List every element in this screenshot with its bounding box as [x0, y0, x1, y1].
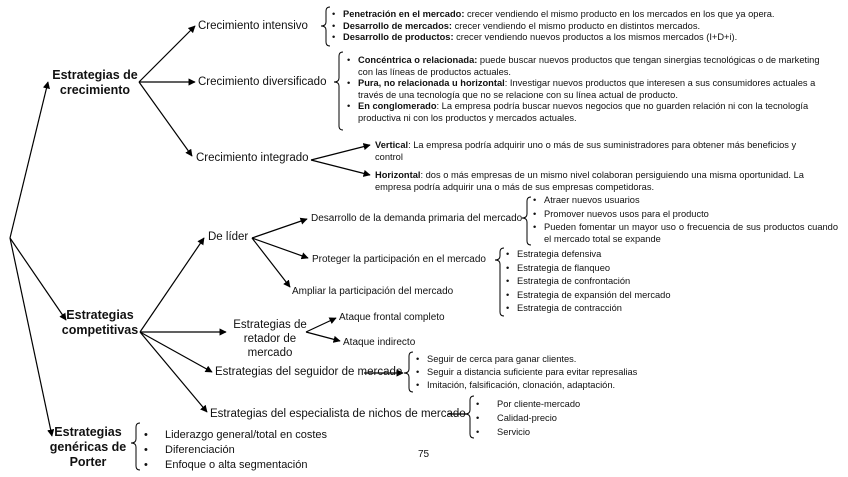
list-item: • Pura, no relacionada u horizontal: Investigar nuevos productos que interesen a sus consumidores actuales a través de una tecnología que no se relacione con su línea actual de producto.	[346, 78, 830, 101]
bracket-porter	[131, 423, 140, 470]
list-item: • Atraer nuevos usuarios	[532, 195, 838, 207]
node-ampliar-participacion: Ampliar la participación del mercado	[292, 286, 454, 297]
arrow-to-lider	[140, 238, 204, 332]
list-item: • Por cliente-mercado	[475, 397, 580, 411]
node-estrategias-porter: Estrategias genéricas de Porter	[49, 425, 127, 469]
node-ataque-indirecto: Ataque indirecto	[343, 337, 416, 348]
arrow-to-intensivo	[139, 26, 195, 82]
list-item: • Estrategia defensiva	[505, 248, 671, 262]
arrow-root-crecimiento	[10, 82, 48, 238]
list-item: • Liderazgo general/total en costes	[143, 428, 327, 443]
list-porter	[143, 428, 327, 473]
arrow-to-demanda	[252, 219, 307, 238]
list-item: • Estrategia de expansión del mercado	[505, 289, 671, 303]
list-item: • Calidad-precio	[475, 411, 580, 425]
list-item: • Concéntrica o relacionada: puede buscar nuevos productos que tengan sinergias tecnológicas o de marketing con las líneas de productos actuales.	[346, 55, 830, 78]
list-item: • Estrategia de contracción	[505, 302, 671, 316]
node-crecimiento-integrado: Crecimiento integrado	[196, 152, 309, 164]
list-item: • Seguir a distancia suficiente para evitar represalias	[415, 366, 637, 379]
list-item: • Imitación, falsificación, clonación, adaptación.	[415, 379, 637, 392]
node-especialista: Estrategias del especialista de nichos de mercado	[210, 408, 466, 420]
list-seguidor	[415, 353, 637, 392]
list-demanda-primaria	[532, 195, 838, 245]
list-item: • Estrategia de confrontación	[505, 275, 671, 289]
list-item: • Penetración en el mercado: crecer vendiendo el mismo producto en los mercados en los que ya opera.	[331, 9, 811, 21]
bracket-intensivo	[321, 7, 330, 46]
arrow-to-vertical	[311, 145, 370, 160]
list-crecimiento-diversificado	[346, 55, 830, 124]
node-proteger-participacion: Proteger la participación en el mercado	[312, 254, 486, 265]
list-especialista	[475, 397, 580, 439]
node-de-lider: De líder	[208, 231, 249, 243]
arrow-to-seguidor	[140, 332, 212, 372]
integrado-vertical: Vertical: La empresa podría adquirir uno o más de sus suministradores para obtener más beneficios y control	[375, 140, 797, 162]
list-item: • Enfoque o alta segmentación	[143, 458, 327, 473]
arrow-to-especialista	[140, 332, 207, 412]
list-crecimiento-intensivo	[331, 9, 811, 44]
arrow-to-integrado	[139, 82, 192, 156]
list-item: • Desarrollo de productos: crecer vendiendo nuevos productos a los mismos mercados (I+D+i).	[331, 32, 811, 44]
list-item: • Diferenciación	[143, 443, 327, 458]
node-seguidor: Estrategias del seguidor de mercado	[215, 366, 403, 378]
node-retador: Estrategias de retador de mercado	[233, 319, 307, 359]
list-item: • Servicio	[475, 425, 580, 439]
list-proteger	[505, 248, 671, 316]
node-ataque-frontal: Ataque frontal completo	[339, 312, 445, 323]
node-crecimiento-diversificado: Crecimiento diversificado	[198, 76, 327, 88]
list-item: • Promover nuevos usos para el producto	[532, 209, 838, 221]
bracket-especialista	[465, 396, 474, 438]
node-estrategias-crecimiento: Estrategias de crecimiento	[52, 68, 138, 97]
bracket-proteger	[495, 248, 504, 316]
list-item: • En conglomerado: La empresa podría buscar nuevos negocios que no guarden relación ni con la tecnología productiva ni con los productos y mercados actuales.	[346, 101, 830, 124]
page-number: 75	[418, 449, 430, 460]
bracket-lider-demanda	[522, 197, 531, 245]
list-item: • Estrategia de flanqueo	[505, 262, 671, 276]
node-crecimiento-intensivo: Crecimiento intensivo	[198, 20, 308, 32]
node-desarrollo-demanda: Desarrollo de la demanda primaria del mercado	[311, 213, 523, 224]
bracket-diversificado	[334, 52, 343, 130]
list-item: • Pueden fomentar un mayor uso o frecuencia de sus productos cuando el mercado total se expande	[532, 222, 838, 245]
list-item: • Seguir de cerca para ganar clientes.	[415, 353, 637, 366]
list-item: • Desarrollo de mercados: crecer vendiendo el mismo producto en distintos mercados.	[331, 21, 811, 33]
bracket-seguidor	[404, 352, 413, 392]
node-estrategias-competitivas: Estrategias competitivas	[61, 308, 139, 337]
integrado-horizontal: Horizontal: dos o más empresas de un mismo nivel colaboran persiguiendo una misma oportunidad. La empresa podría adquirir una o más de sus empresas competidoras.	[375, 170, 804, 192]
arrow-to-horizontal	[311, 160, 370, 175]
